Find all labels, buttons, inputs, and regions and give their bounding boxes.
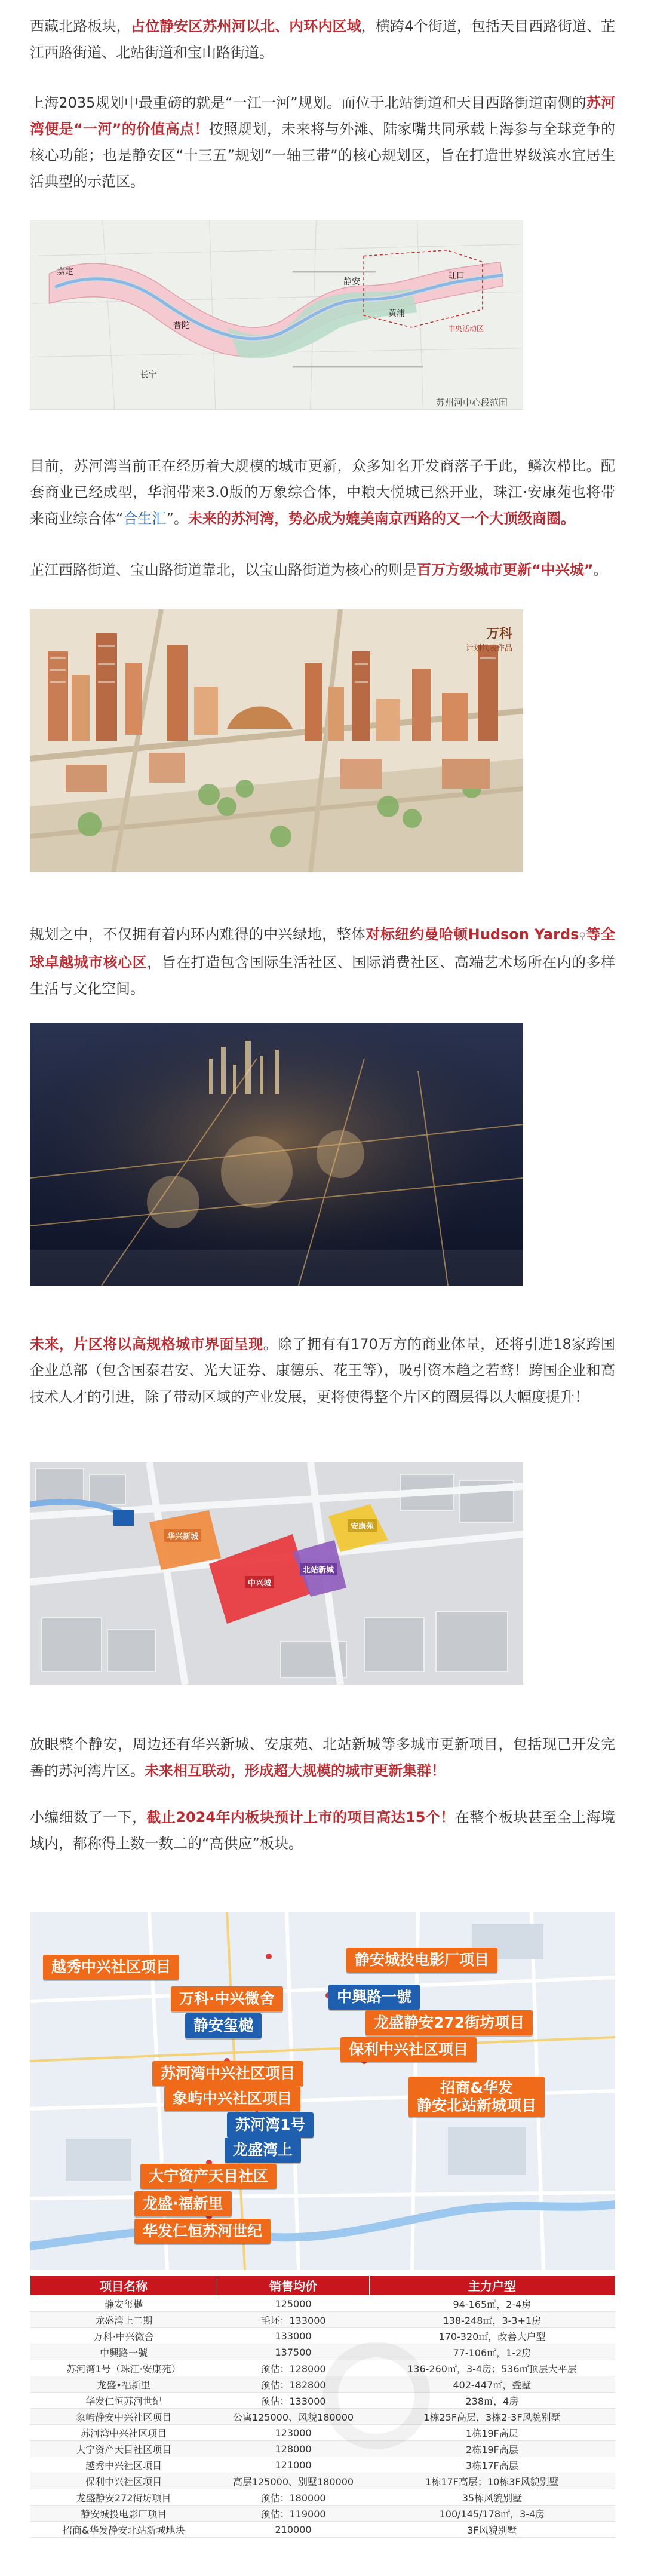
area-label-beizhan: 北站新城 [300,1563,337,1575]
tag-suhewan-no1: 苏河湾1号 [227,2112,314,2138]
table-cell: 预估：128000 [217,2360,370,2376]
table-cell: 125000 [217,2296,370,2312]
table-row [30,2409,615,2425]
tag-jingan-film-studio: 静安城投电影厂项目 [346,1948,497,1973]
table-cell: 3栋17F高层 [369,2457,615,2473]
table-header-row [30,2276,615,2296]
table-header: 销售均价 [217,2276,370,2296]
table-row [30,2489,615,2506]
tag-suhewan-zhongxing: 苏河湾中兴社区项目 [152,2061,303,2086]
paragraph-2035-plan [30,90,615,195]
suzhou-river-map [30,220,523,410]
rendering-subtitle: 计划代表作品 [465,644,512,653]
table-cell: 静安城投电影厂项目 [30,2506,217,2522]
table-cell: 苏河湾1号（珠江·安康苑） [30,2360,217,2376]
tag-vanke-zhongxing-weishe: 万科·中兴微舍 [171,1986,283,2011]
table-row [30,2328,615,2344]
table-cell: 华发仁恒苏河世纪 [30,2393,217,2409]
highlight-text: 占位静安区苏州河以北、内环内区域 [130,18,361,35]
highlight-text: 对标纽约曼哈顿Hudson Yards [366,926,579,943]
text: ，横跨4个街道，包括天目西路街道、芷江西路街道、北站街道和宝山路街道。 [30,18,615,61]
table-cell: 大宁资产天目社区项目 [30,2441,217,2457]
table-cell: 35栋风貌别墅 [369,2489,615,2506]
highlight-text: 未来的苏河湾，势必成为媲美南京西路的又一个大顶级商圈。 [188,510,575,527]
highlight-text: 未来相互联动，形成超大规模的城市更新集群！ [145,1762,446,1779]
table-cell: 137500 [217,2344,370,2360]
text: 。 [593,562,608,578]
table-cell: 预估：119000 [217,2506,370,2522]
aerial-rendering [30,609,523,872]
table-cell: 121000 [217,2457,370,2473]
text: 上海2035规划中最重磅的就是“一江一河”规划。而位于北站街道和天目西路街道南侧的 [30,94,586,111]
text: 芷江西路街道、宝山路街道靠北，以宝山路街道为核心的则是 [30,562,417,578]
table-cell: 402-447㎡，叠墅 [369,2376,615,2393]
table-cell: 龙盛静安272街坊项目 [30,2489,217,2506]
table-row [30,2441,615,2457]
table-cell: 龙盛•福新里 [30,2376,217,2393]
tag-longsheng-fuxinli: 龙盛·福新里 [134,2191,232,2216]
tag-longsheng-wanshang: 龙盛湾上 [225,2138,301,2163]
table-cell: 133000 [217,2328,370,2344]
table-cell: 毛坯：133000 [217,2312,370,2328]
inline-link[interactable]: 合生汇 [123,510,167,527]
aerial-rendering-graphic [30,609,523,872]
projects-table [30,2275,615,2538]
table-row [30,2360,615,2376]
table-header: 主力户型 [369,2276,615,2296]
table-cell: 中興路一號 [30,2344,217,2360]
map-label-river-zone: 中央活动区 [448,324,484,333]
highlight-text: 截止2024年内板块预计上市的项目高达15个！ [146,1809,455,1826]
table-cell: 预估：180000 [217,2489,370,2506]
table-cell: 越秀中兴社区项目 [30,2457,217,2473]
table-row [30,2425,615,2441]
table-cell: 万科·中兴微舍 [30,2328,217,2344]
tag-longsheng-272: 龙盛静安272街坊项目 [366,2010,533,2035]
table-cell: 保利中兴社区项目 [30,2473,217,2489]
tag-zhongxing-road-one: 中興路一號 [328,1985,420,2010]
text: ，旨在打造包含国际生活社区、国际消费社区、高端艺术场所在内的多样生活与文化空间。 [30,954,616,997]
table-cell: 预估：182800 [217,2376,370,2393]
table-cell: 静安玺樾 [30,2296,217,2312]
table-cell: 136-260㎡，3-4房；536㎡顶层大平层 [369,2360,615,2376]
table-cell: 1栋25F高层，3栋2-3F风貌别墅 [369,2409,615,2425]
table-cell: 2栋19F高层 [369,2441,615,2457]
table-cell: 123000 [217,2425,370,2441]
paragraph-project-count [30,1804,615,1857]
text: 。除了拥有有170万方的商业体量，还将引进18家跨国企业总部（包含国泰君安、光大证券、康德乐、花王等），吸引资本趋之若鹜！跨国企业和高技术人才的引进，除了带动区域的产业发展，更将使得整个片区的圈层得以大幅度提升！ [30,1336,615,1405]
highlight-text: 未来，片区将以高规格城市界面呈现 [30,1336,263,1353]
map-label-huangpu: 黄浦 [388,309,405,318]
paragraph-intro [30,13,615,66]
area-label-zhongxing: 中兴城 [245,1576,274,1588]
table-row [30,2506,615,2522]
tag-jingan-xiyue: 静安玺樾 [185,2013,262,2038]
table-cell: 高层125000、别墅180000 [217,2473,370,2489]
area-label-ankangyuan: 安康苑 [348,1519,377,1532]
table-cell: 3F风貌别墅 [369,2522,615,2538]
projects-location-map [30,1912,615,2270]
renewal-areas-map [30,1462,523,1685]
paragraph-hudson-yards [30,921,615,1002]
table-cell: 170-320㎡，改善大户型 [369,2328,615,2344]
table-row [30,2312,615,2328]
renewal-areas-graphic [30,1462,523,1685]
table-row [30,2393,615,2409]
table-row [30,2457,615,2473]
text: 放眼整个静安，周边还有华兴新城、安康苑、北站新城等多城市更新项目，包括现已开发完善的苏河湾片区。 [30,1736,615,1779]
table-cell: 1栋17F高层；10栋3F风貌别墅 [369,2473,615,2489]
map-label-jingan: 静安 [343,277,360,287]
text: 小编细数了一下， [30,1809,147,1826]
highlight-text: 等全球卓越城市核心区 [30,926,616,971]
table-cell: 238㎡，4房 [369,2393,615,2409]
map-label-putuo: 普陀 [173,321,190,330]
search-icon: ⚲ [579,930,586,942]
table-row [30,2522,615,2538]
area-label-huaxing: 华兴新城 [164,1529,201,1542]
map-caption: 苏州河中心段范围 [436,397,508,408]
table-cell: 象屿静安中兴社区项目 [30,2409,217,2425]
table-cell: 77-106㎡，1-2房 [369,2344,615,2360]
table-cell: 1栋19F高层 [369,2425,615,2441]
highlight-text: 百万方级城市更新“中兴城” [417,562,594,578]
tag-huafa-renheng: 华发仁恒苏河世纪 [134,2219,271,2244]
table-row [30,2376,615,2393]
table-cell: 138-248㎡，3-3+1房 [369,2312,615,2328]
suzhou-river-map-graphic [30,220,523,409]
tag-daning-tianmu: 大宁资产天目社区 [140,2164,277,2189]
map-label-hongkou: 虹口 [448,271,465,281]
rendering-title: 万科 [486,627,512,642]
table-cell: 128000 [217,2441,370,2457]
highlight-text: 苏河湾便是“一河”的价值高点！ [30,94,615,137]
table-cell: 94-165㎡，2-4房 [369,2296,615,2312]
text: 规划之中，不仅拥有着内环内难得的中兴绿地，整体 [30,926,366,943]
map-label-changning: 长宁 [140,370,157,380]
tag-merchants-huafa-beizhan: 招商&华发 静安北站新城项目 [408,2077,545,2117]
table-cell: 公寓125000、风貌180000 [217,2409,370,2425]
text: 在整个板块甚至全上海境域内，都称得上数一数二的“高供应”板块。 [30,1809,616,1852]
night-aerial-photo [30,1023,523,1286]
night-aerial-graphic [30,1023,523,1286]
table-cell: 100/145/178㎡，3-4房 [369,2506,615,2522]
table-row [30,2296,615,2312]
paragraph-renewal-cluster [30,1731,615,1784]
paragraph-high-spec-interface [30,1331,615,1410]
table-cell: 苏河湾中兴社区项目 [30,2425,217,2441]
text: 按照规划，未来将与外滩、陆家嘴共同承载上海参与全球竞争的核心功能；也是静安区“十三五”规划“一轴三带”的核心规划区，旨在打造世界级滨水宜居生活典型的示范区。 [30,121,615,190]
tag-xiangyu-zhongxing: 象屿中兴社区项目 [164,2086,300,2111]
text: 目前，苏河湾当前正在经历着大规模的城市更新，众多知名开发商落子于此，鳞次栉比。配套商业已经成型，华润带来3.0版的万象综合体，中粮大悦城已然开业，珠江·安康苑也将带来商业综合体“ [30,458,615,527]
table-cell: 龙盛湾上二期 [30,2312,217,2328]
table-cell: 招商&华发静安北站新城地块 [30,2522,217,2538]
map-label-jiading: 嘉定 [57,267,73,277]
table-row [30,2473,615,2489]
paragraph-current-renewal [30,453,615,532]
table-row [30,2344,615,2360]
tag-poly-zhongxing: 保利中兴社区项目 [340,2037,477,2062]
table-cell: 预估：133000 [217,2393,370,2409]
table-header: 项目名称 [30,2276,217,2296]
text: ”。 [166,510,188,527]
paragraph-zhongxing-city [30,557,615,583]
tag-yuexiu-zhongxing: 越秀中兴社区项目 [43,1955,179,1980]
table-cell: 210000 [217,2522,370,2538]
text: 西藏北路板块， [30,18,131,35]
